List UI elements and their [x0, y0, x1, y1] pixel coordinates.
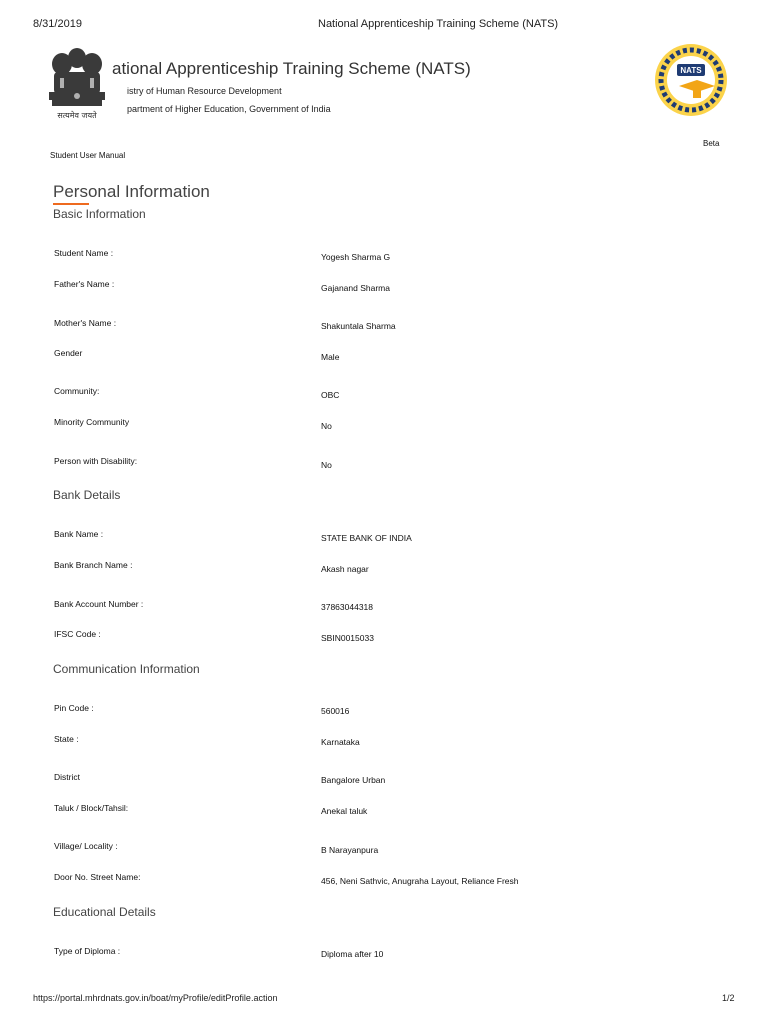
- field-value: Akash nagar: [321, 564, 369, 574]
- field-label: District: [54, 772, 80, 782]
- page-title: Personal Information: [53, 182, 210, 201]
- field-label: Father's Name :: [54, 279, 115, 289]
- field-value: Shakuntala Sharma: [321, 321, 396, 331]
- educational-details-heading: Educational Details: [53, 905, 156, 919]
- manual-label: Student User Manual: [50, 151, 126, 160]
- field-label: Gender: [54, 348, 83, 358]
- basic-info-heading: Basic Information: [53, 207, 146, 221]
- field-label: Type of Diploma :: [54, 946, 121, 956]
- field-label: Bank Account Number :: [54, 599, 144, 609]
- field-value: No: [321, 460, 332, 470]
- site-title: ational Apprenticeship Training Scheme (NATS): [112, 59, 471, 78]
- field-value: Karnataka: [321, 737, 360, 747]
- field-value: Gajanand Sharma: [321, 283, 390, 293]
- emblem-caption: सत्यमेव जयते: [57, 111, 97, 120]
- field-value: OBC: [321, 390, 340, 400]
- field-label: Door No. Street Name:: [54, 872, 141, 882]
- field-label: IFSC Code :: [54, 629, 101, 639]
- field-label: State :: [54, 734, 79, 744]
- field-value: Diploma after 10: [321, 949, 384, 959]
- field-value: SBIN0015033: [321, 633, 374, 643]
- field-value: No: [321, 421, 332, 431]
- field-label: Community:: [54, 386, 100, 396]
- national-emblem-icon: [40, 44, 114, 122]
- department-subtitle: partment of Higher Education, Government of India: [127, 104, 331, 114]
- field-value: 37863044318: [321, 602, 374, 612]
- field-value: Yogesh Sharma G: [321, 252, 391, 262]
- field-label: Minority Community: [54, 417, 130, 427]
- field-value: Male: [321, 352, 340, 362]
- beta-label: Beta: [703, 139, 720, 148]
- field-label: Person with Disability:: [54, 456, 138, 466]
- title-underline: [53, 203, 89, 205]
- print-footer-url: https://portal.mhrdnats.gov.in/boat/myProfile/editProfile.action: [33, 993, 278, 1003]
- print-page-number: 1/2: [722, 993, 735, 1003]
- field-value: 560016: [321, 706, 350, 716]
- field-value: B Narayanpura: [321, 845, 379, 855]
- nats-logo: [653, 42, 729, 118]
- field-value: STATE BANK OF INDIA: [321, 533, 412, 543]
- field-label: Village/ Locality :: [54, 841, 118, 851]
- field-value: 456, Neni Sathvic, Anugraha Layout, Reliance Fresh: [321, 876, 519, 886]
- print-date: 8/31/2019: [33, 18, 82, 30]
- field-label: Taluk / Block/Tahsil:: [54, 803, 129, 813]
- field-label: Student Name :: [54, 248, 114, 258]
- nats-logo-text: NATS: [680, 66, 702, 75]
- field-label: Bank Branch Name :: [54, 560, 133, 570]
- field-value: Anekal taluk: [321, 806, 368, 816]
- bank-details-heading: Bank Details: [53, 488, 121, 502]
- field-label: Mother's Name :: [54, 318, 117, 328]
- field-label: Pin Code :: [54, 703, 94, 713]
- ministry-subtitle: istry of Human Resource Development: [127, 86, 282, 96]
- communication-info-heading: Communication Information: [53, 662, 200, 676]
- print-title: National Apprenticeship Training Scheme (NATS): [318, 18, 559, 30]
- field-label: Bank Name :: [54, 529, 104, 539]
- field-value: Bangalore Urban: [321, 775, 386, 785]
